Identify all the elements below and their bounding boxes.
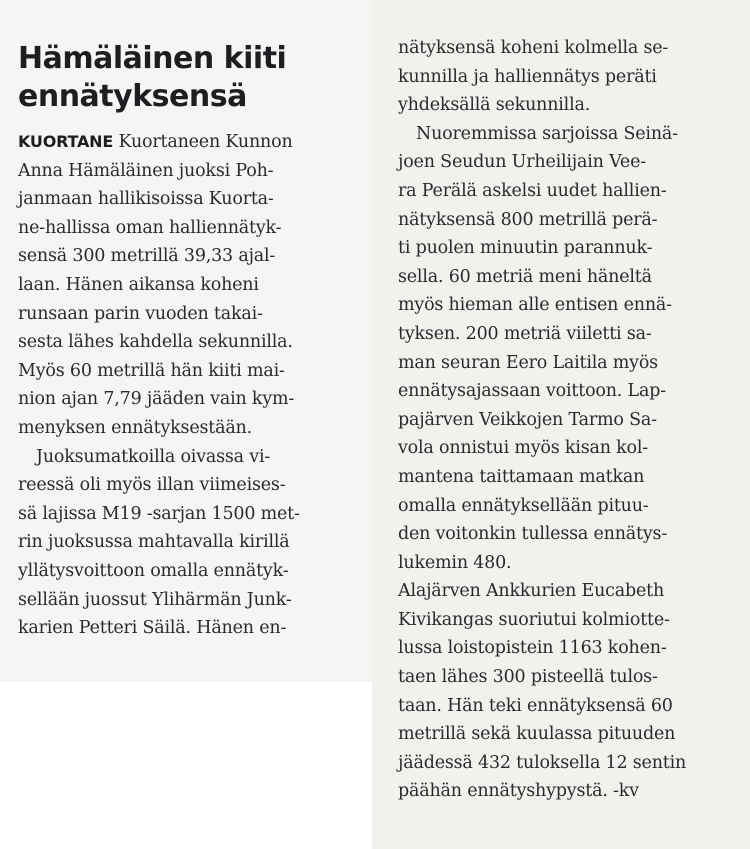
text-line: jäädessä 432 tuloksella 12 sentin [398, 752, 687, 773]
text-line: sä lajissa M19 -sarjan 1500 met- [18, 503, 300, 524]
text-line: mantena taittamaan matkan [398, 466, 645, 487]
paragraph-lines [18, 157, 368, 443]
paragraph-alajarven [398, 577, 743, 806]
text-line: janmaan hallikisoissa Kuorta- [18, 189, 274, 210]
text-line: laan. Hänen aikansa koheni [18, 274, 259, 295]
text-line: Anna Hämäläinen juoksi Poh- [18, 160, 274, 181]
text-line: ne-hallissa oman halliennätyk- [18, 217, 282, 238]
text-line: taen lähes 300 pisteellä tulos- [398, 667, 658, 688]
text-line: Nuoremmissa sarjoissa Seinä- [416, 123, 678, 144]
text-line: Myös 60 metrillä hän kiiti mai- [18, 360, 285, 381]
text-line: päähän ennätyshypystä. -kv [398, 781, 639, 802]
text-line: runsaan parin vuoden takai- [18, 303, 263, 324]
headline [18, 40, 368, 116]
text-line: taan. Hän teki ennätyksensä 60 [398, 695, 673, 716]
headline-line: Hämäläinen kiiti [18, 41, 287, 76]
text-line: ennätysajassaan voittoon. Lap- [398, 381, 666, 402]
text-line: tyksen. 200 metriä viiletti sa- [398, 323, 652, 344]
text-line: rin juoksussa mahtavalla kirillä [18, 532, 290, 553]
text-line: sellään juossut Ylihärmän Junk- [18, 589, 292, 610]
article-column-left [18, 40, 368, 643]
headline-line: ennätyksensä [18, 79, 247, 114]
paragraph-continuation [398, 34, 743, 120]
text-line: lukemin 480. [398, 552, 512, 573]
text-line: ra Perälä askelsi uudet hallien- [398, 180, 667, 201]
text-line: kunnilla ja halliennätys peräti [398, 66, 657, 87]
text-line: omalla ennätyksellään pituu- [398, 495, 649, 516]
text-line: sensä 300 metrillä 39,33 ajal- [18, 246, 276, 267]
text-line: menyksen ennätyksestään. [18, 417, 252, 438]
text-fragment: Kuortaneen Kunnon [113, 132, 293, 152]
text-line: vola onnistui myös kisan kol- [398, 438, 648, 459]
text-line: nätyksensä koheni kolmella se- [398, 38, 669, 58]
text-line: Juoksumatkoilla oivassa vi- [36, 446, 271, 467]
text-line: metrillä sekä kuulassa pituuden [398, 724, 676, 745]
text-line [18, 128, 368, 157]
text-line: ti puolen minuutin parannuk- [398, 238, 653, 259]
text-line: sesta lähes kahdella sekunnilla. [18, 332, 293, 353]
scan-background [0, 682, 372, 849]
text-line: lussa loistopistein 1163 kohen- [398, 638, 667, 659]
paragraph-nuoremmissa [398, 120, 743, 578]
paragraph-juoksumatkoilla [18, 443, 368, 643]
text-line: myös hieman alle entisen ennä- [398, 295, 672, 316]
text-line: joen Seudun Urheilijain Vee- [398, 152, 646, 173]
text-line: pajärven Veikkojen Tarmo Sa- [398, 409, 657, 430]
text-line: karien Petteri Säilä. Hänen en- [18, 618, 287, 639]
text-line: nätyksensä 800 metrillä perä- [398, 209, 658, 230]
text-line: man seuran Eero Laitila myös [398, 352, 658, 373]
text-line: nion ajan 7,79 jääden vain kym- [18, 389, 295, 410]
text-line: Kivikangas suoriutui kolmiotte- [398, 609, 670, 630]
paragraph-intro [18, 128, 368, 443]
text-line: den voitonkin tullessa ennätys- [398, 524, 668, 545]
text-line: yhdeksällä sekunnilla. [398, 95, 591, 116]
text-line: yllätysvoittoon omalla ennätyk- [18, 560, 289, 581]
article-column-right [398, 34, 743, 806]
dateline: KUORTANE [18, 132, 114, 151]
text-line: reessä oli myös illan viimeises- [18, 475, 286, 496]
text-line: sella. 60 metriä meni häneltä [398, 266, 652, 287]
text-line: Alajärven Ankkurien Eucabeth [398, 581, 665, 602]
